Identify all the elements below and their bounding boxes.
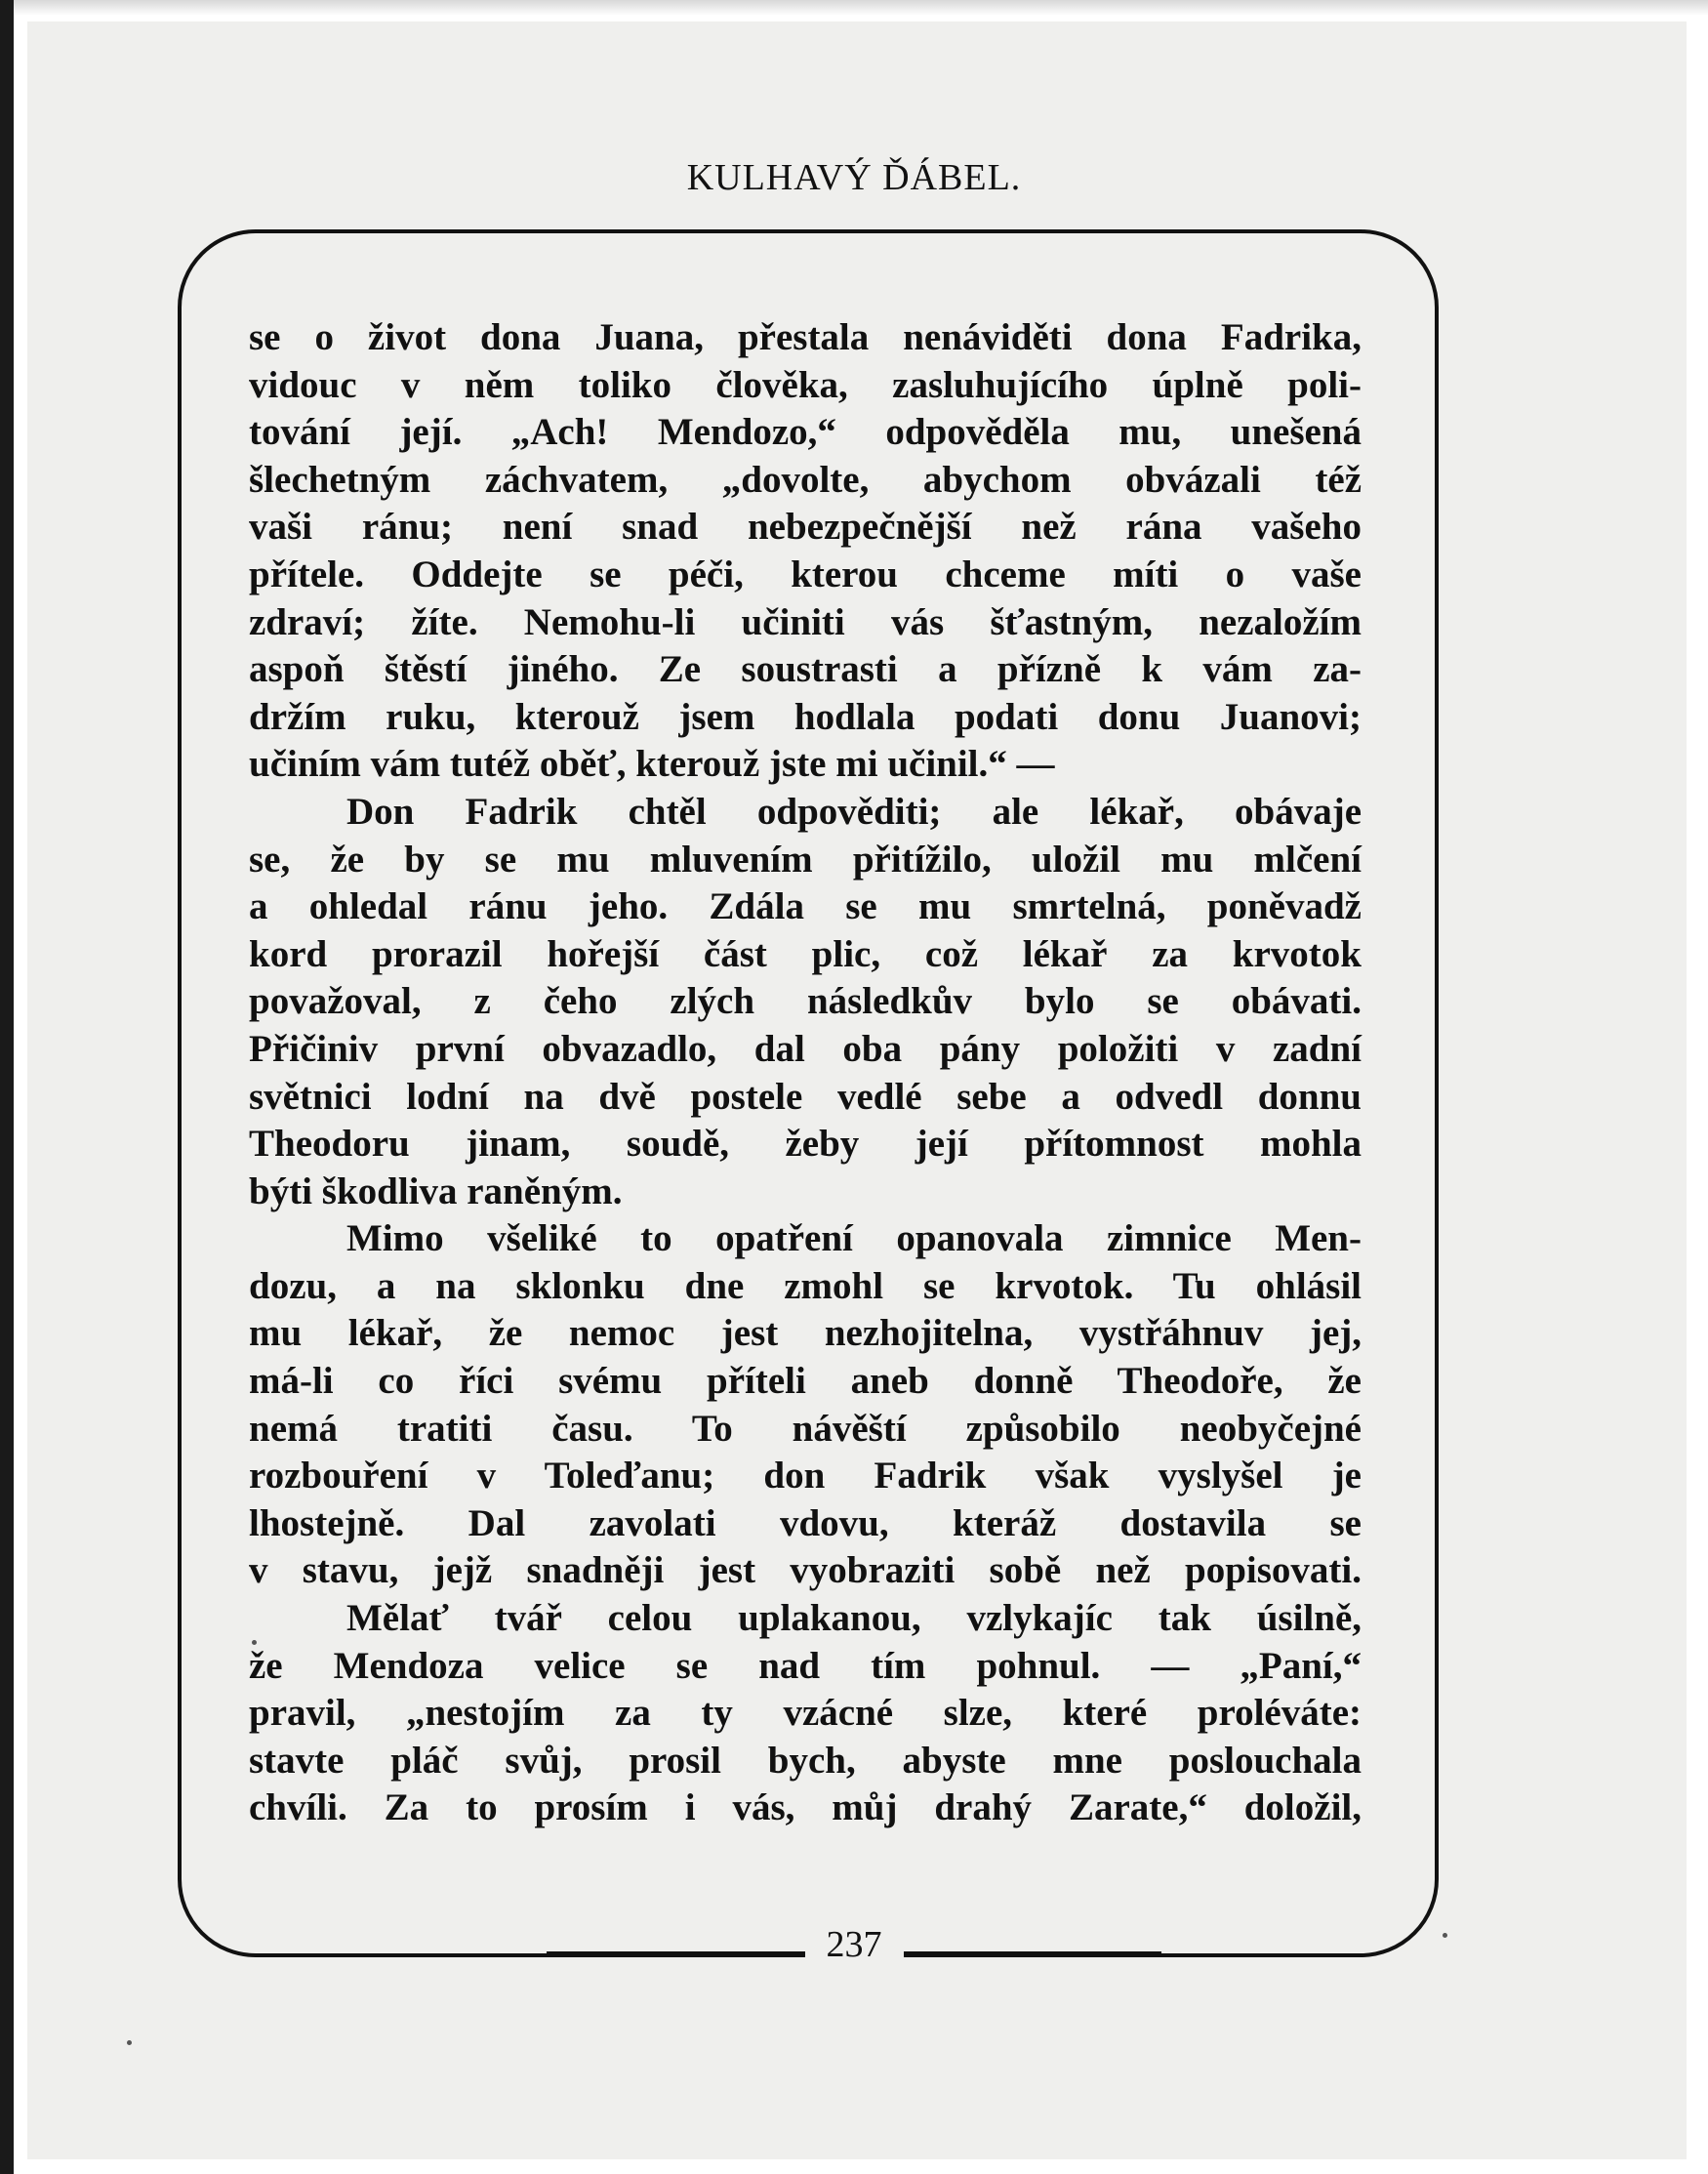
text-line: chvíli. Za to prosím i vás, můj drahý Zarate,“ doložil, xyxy=(249,1786,1362,1829)
text-line: se o život dona Juana, přestala nenáviděti dona Fadrika, xyxy=(249,316,1362,358)
text-line: býti škodliva raněným. xyxy=(249,1169,623,1212)
text-line: a ohledal ránu jeho. Zdála se mu smrtelná, poněvadž xyxy=(249,885,1362,928)
running-header: KULHAVÝ ĎÁBEL. xyxy=(686,157,1022,198)
text-line: aspoň štěstí jiného. Ze soustrasti a přízně k vám za- xyxy=(249,648,1362,691)
text-line: mu lékař, že nemoc jest nezhojitelna, vystřáhnuv jej, xyxy=(249,1312,1362,1355)
text-line: lhostejně. Dal zavolati vdovu, kteráž dostavila se xyxy=(249,1501,1362,1544)
text-line: vaši ránu; není snad nebezpečnější než rána vašeho xyxy=(249,506,1362,549)
page-number: 237 xyxy=(805,1924,904,1965)
page-number-wrap xyxy=(0,1923,1708,1966)
text-line: Mimo všeliké to opatření opanovala zimnice Men- xyxy=(346,1217,1362,1260)
text-line: Mělať tvář celou uplakanou, vzlykajíc tak úsilně, xyxy=(346,1597,1362,1640)
print-speck xyxy=(1443,1933,1447,1938)
text-line: kord prorazil hořejší část plic, což lékař za krvotok xyxy=(249,932,1362,975)
text-line: učiním vám tutéž oběť, kterouž jste mi učinil.“ — xyxy=(249,743,1055,786)
scan-edge-top xyxy=(0,0,1708,16)
text-line: šlechetným záchvatem, „dovolte, abychom obvázali též xyxy=(249,458,1362,501)
print-speck xyxy=(252,1640,257,1645)
text-line: Don Fadrik chtěl odpověditi; ale lékař, obávaje xyxy=(346,790,1362,833)
scan-edge-left xyxy=(0,0,14,2174)
text-line: v stavu, jejž snadněji jest vyobraziti sobě než popisovati. xyxy=(249,1549,1362,1592)
text-line: považoval, z čeho zlých následkův bylo se obávati. xyxy=(249,980,1362,1023)
text-line: pravil, „nestojím za ty vzácné slze, které proléváte: xyxy=(249,1692,1362,1735)
text-line: Theodoru jinam, soudě, žeby její přítomnost mohla xyxy=(249,1123,1362,1166)
text-line: vidouc v něm toliko člověka, zasluhujícího úplně poli- xyxy=(249,363,1362,406)
text-line: přítele. Oddejte se péči, kterou chceme míti o vaše xyxy=(249,553,1362,595)
text-line: se, že by se mu mluvením přitížilo, uložil mu mlčení xyxy=(249,838,1362,881)
body-text xyxy=(249,314,1362,1832)
print-speck xyxy=(127,2040,132,2045)
text-line: stavte pláč svůj, prosil bych, abyste mne poslouchala xyxy=(249,1739,1362,1782)
text-line: světnici lodní na dvě postele vedlé sebe a odvedl donnu xyxy=(249,1075,1362,1118)
text-line: zdraví; žíte. Nemohu-li učiniti vás šťastným, nezaložím xyxy=(249,600,1362,643)
text-line: rozbouření v Toleďanu; don Fadrik však vyslyšel je xyxy=(249,1455,1362,1497)
text-line: držím ruku, kterouž jsem hodlala podati donu Juanovi; xyxy=(249,695,1362,738)
text-line: dozu, a na sklonku dne zmohl se krvotok. Tu ohlásil xyxy=(249,1264,1362,1307)
text-line: že Mendoza velice se nad tím pohnul. — „Paní,“ xyxy=(249,1644,1362,1687)
text-line: tování její. „Ach! Mendozo,“ odpověděla mu, unešená xyxy=(249,411,1362,454)
text-line: nemá tratiti času. To návěští způsobilo neobyčejné xyxy=(249,1407,1362,1450)
text-line: Přičiniv první obvazadlo, dal oba pány položiti v zadní xyxy=(249,1027,1362,1070)
text-line: má-li co říci svému příteli aneb donně Theodoře, že xyxy=(249,1360,1362,1403)
